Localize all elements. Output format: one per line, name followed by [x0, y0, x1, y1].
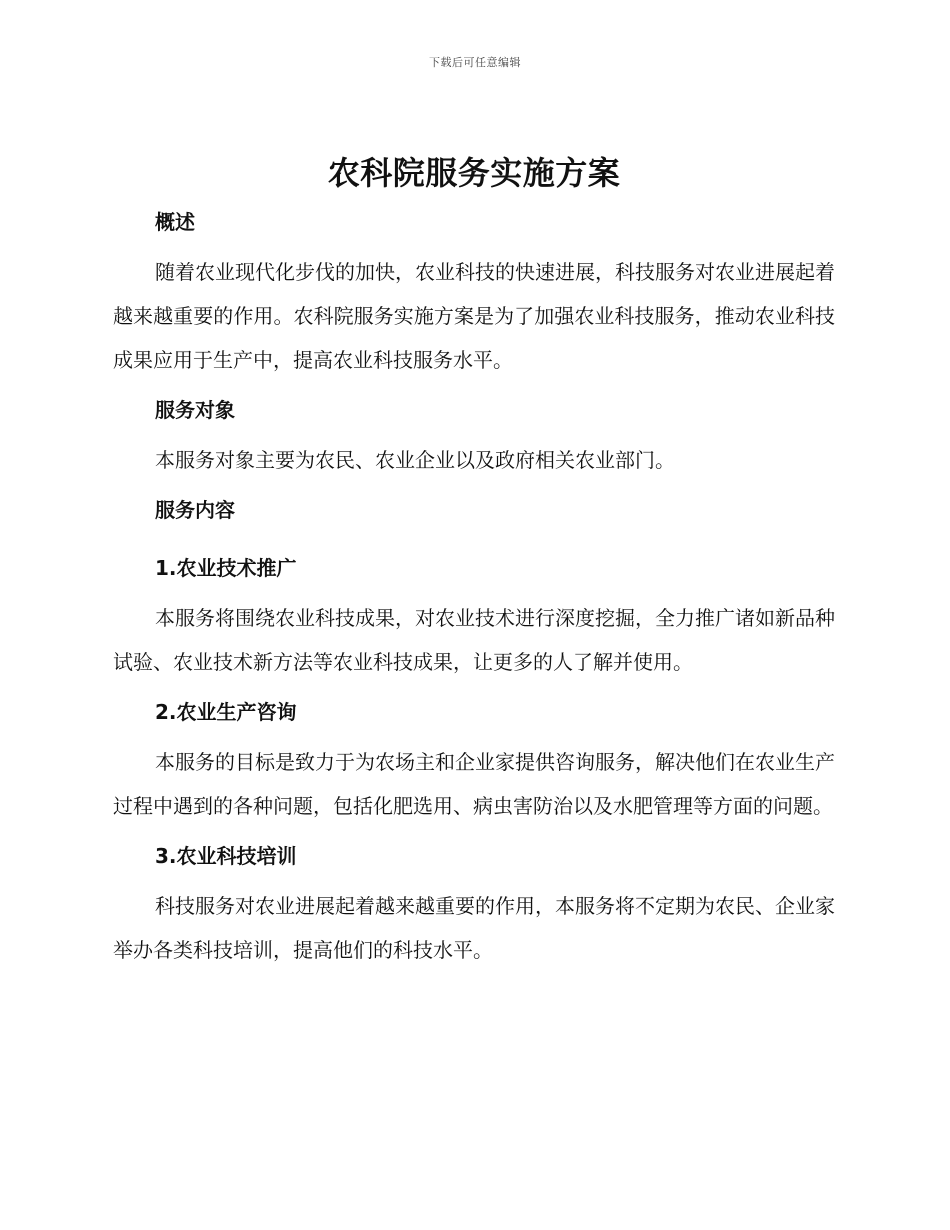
- section-heading-target: 服务对象: [155, 398, 235, 422]
- section-heading-content: 服务内容: [155, 498, 235, 522]
- document-title: 农科院服务实施方案: [327, 154, 621, 192]
- section-body-item2: 本服务的目标是致力于为农场主和企业家提供咨询服务，解决他们在农业生产过程中遇到的各种问题，包括化肥选用、病虫害防治以及水肥管理等方面的问题。: [113, 750, 835, 818]
- section-heading-overview: 概述: [155, 210, 195, 234]
- section-heading-item2: 2.农业生产咨询: [155, 700, 297, 724]
- section-body-item3: 科技服务对农业进展起着越来越重要的作用，本服务将不定期为农民、企业家举办各类科技培训，提高他们的科技水平。: [113, 894, 835, 962]
- section-body-item1: 本服务将围绕农业科技成果，对农业技术进行深度挖掘，全力推广诸如新品种试验、农业技术新方法等农业科技成果，让更多的人了解并使用。: [113, 606, 835, 674]
- document-body: [113, 150, 835, 972]
- section-body-target: 本服务对象主要为农民、农业企业以及政府相关农业部门。: [155, 448, 675, 472]
- section-heading-item3: 3.农业科技培训: [155, 844, 297, 868]
- section-body-overview: 随着农业现代化步伐的加快，农业科技的快速进展，科技服务对农业进展起着越来越重要的作用。农科院服务实施方案是为了加强农业科技服务，推动农业科技成果应用于生产中，提高农业科技服务水平。: [113, 260, 835, 372]
- page-header-note: 下载后可任意编辑: [429, 56, 521, 69]
- section-heading-item1: 1.农业技术推广: [155, 556, 297, 580]
